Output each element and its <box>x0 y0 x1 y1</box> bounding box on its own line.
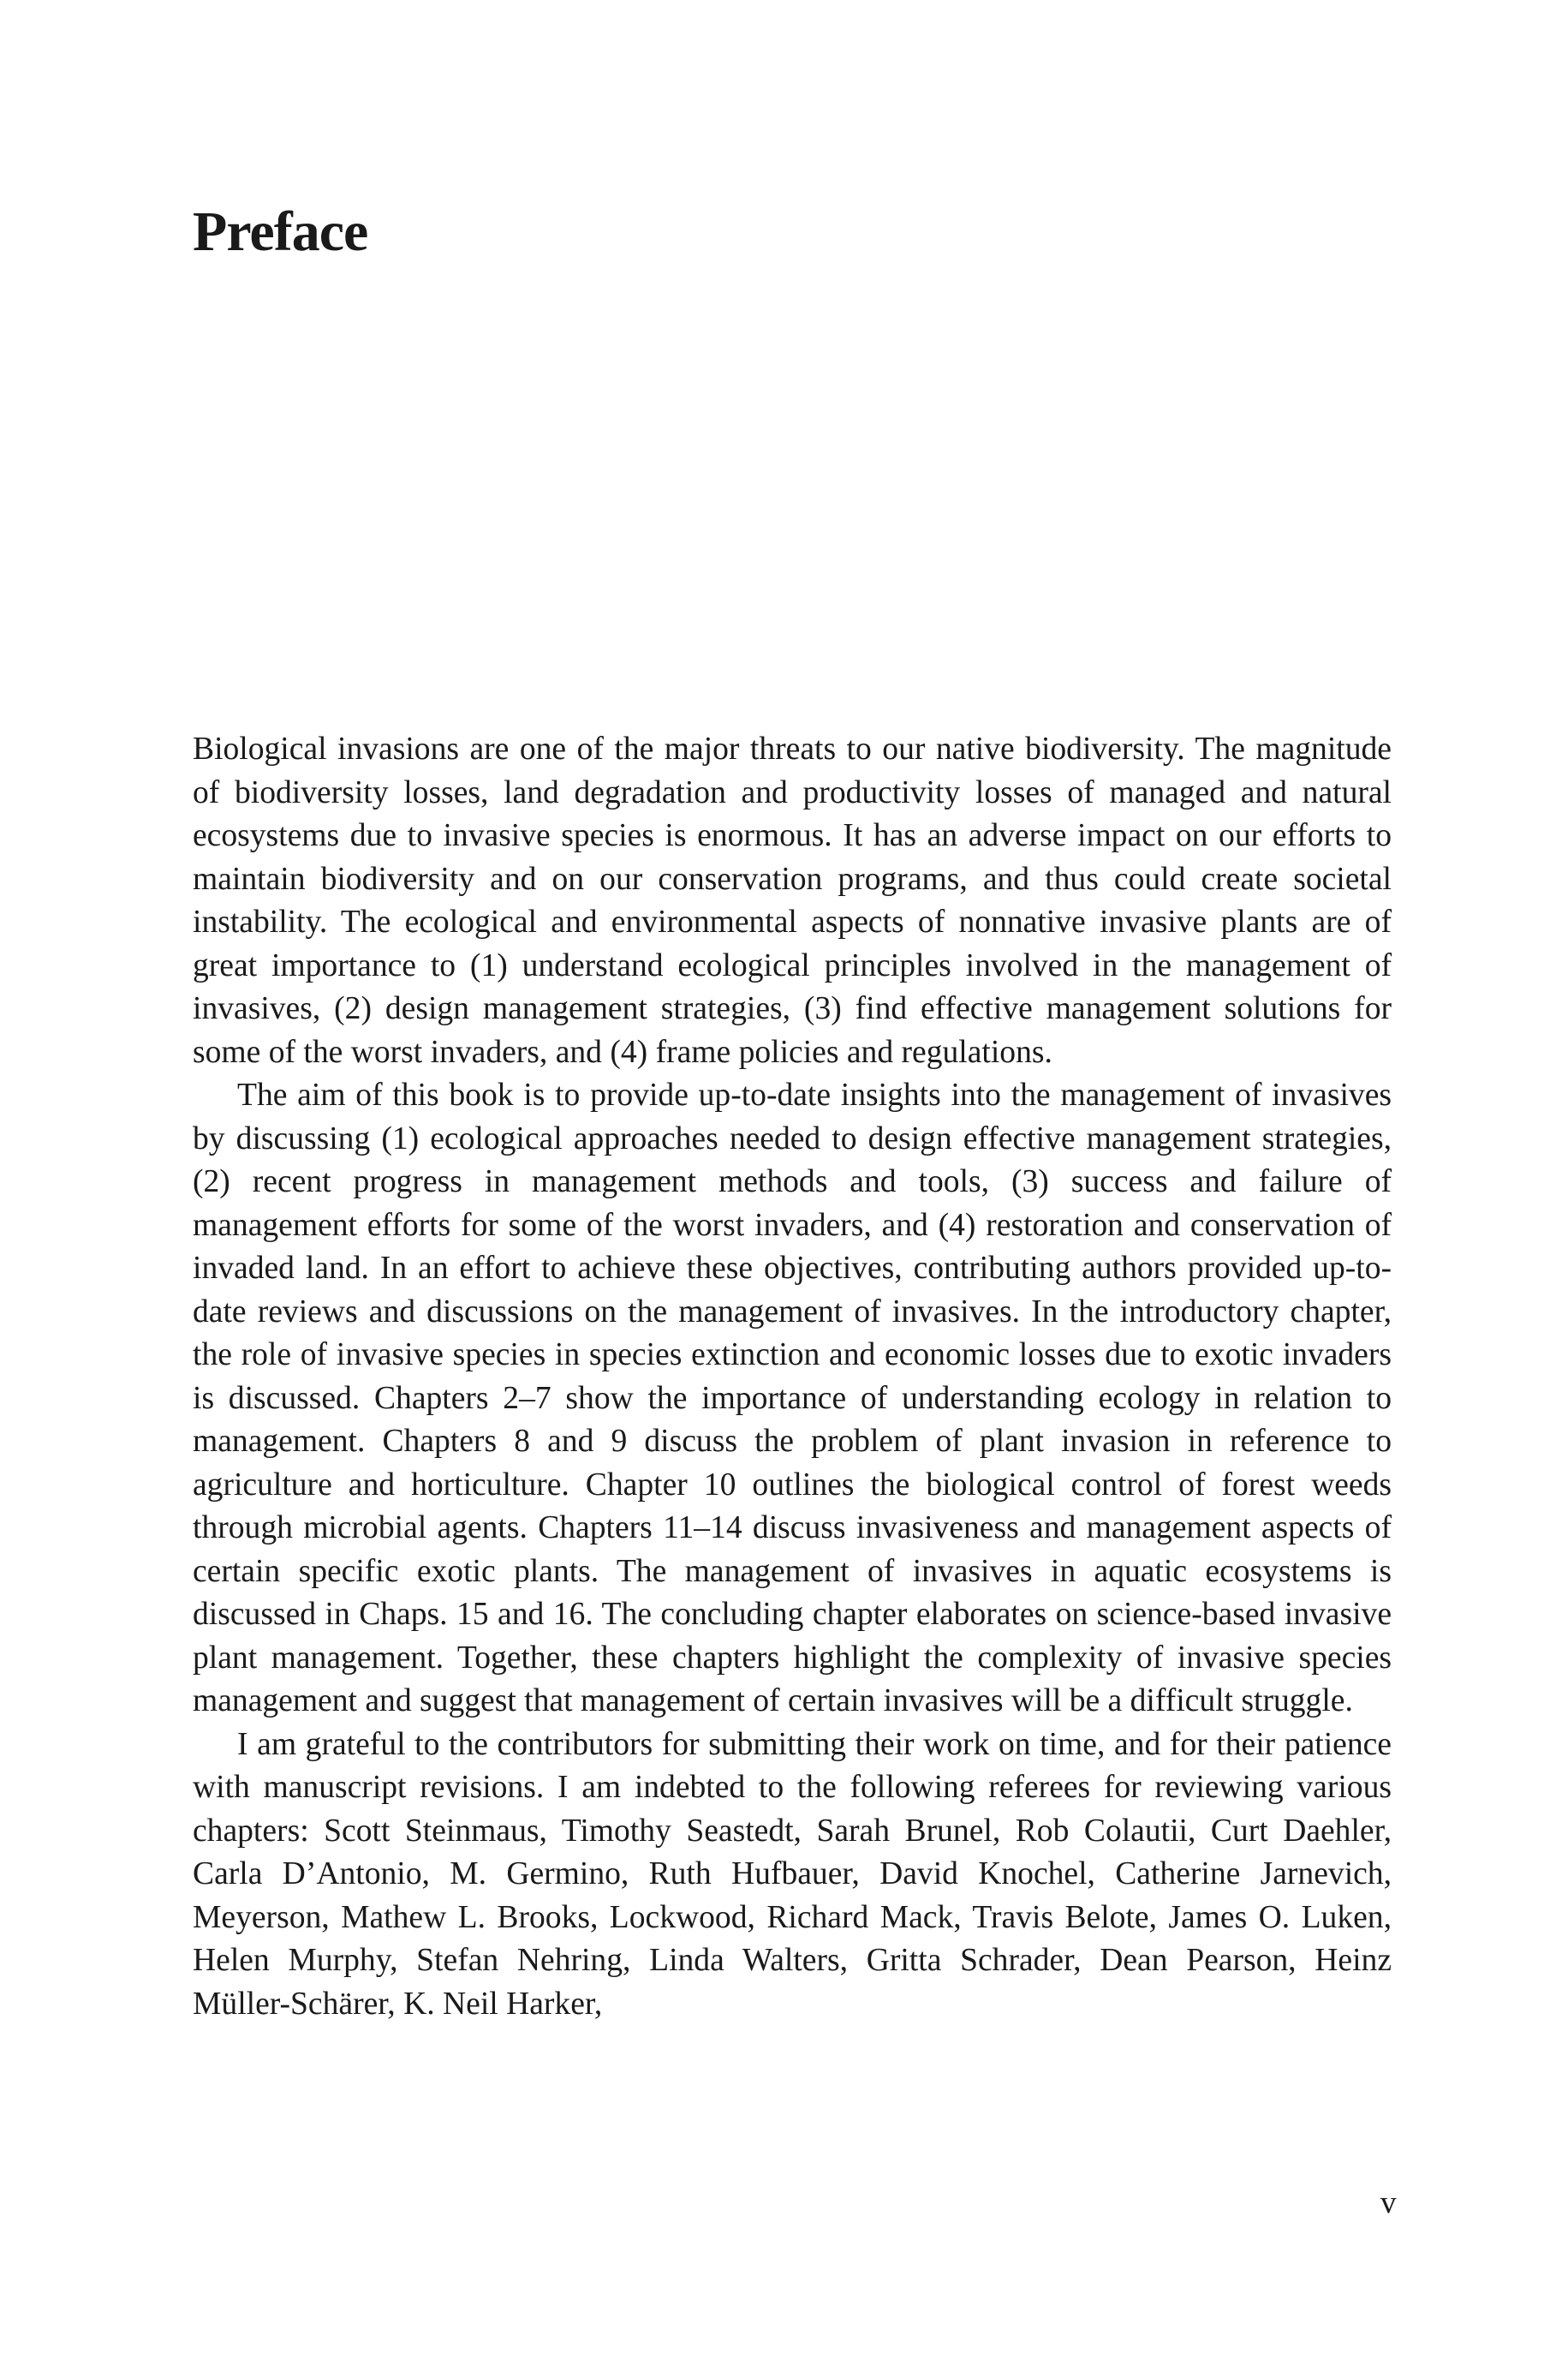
paragraph-intro: Biological invasions are one of the major threats to our native biodiversity. The magnitude of biodiversity losses, land degradation and productivity losses of managed and natural ecosystems due to invasive species is enormous. It has an adverse impact on our efforts to maintain biodiversity and on our conservation programs, and thus could create societal instability. The ecological and environmental aspects of nonnative invasive plants are of great importance to (1) understand ecological principles involved in the management of invasives, (2) design management strategies, (3) find effective management solutions for some of the worst invaders, and (4) frame policies and regulations. <box>193 732 1392 1070</box>
page-title: Preface <box>193 200 368 263</box>
paragraph-aim: The aim of this book is to provide up-to-date insights into the management of invasives by discussing (1) ecological approaches needed to design effective management strategies, (2) recent progress in management methods and tools, (3) success and failure of management efforts for some of the worst invaders, and (4) restoration and conservation of invaded land. In an effort to achieve these objectives, contributing authors provided up-to-date reviews and discussions on the management of invasives. In the introductory chapter, the role of invasive species in species extinction and economic losses due to exotic invaders is discussed. Chapters 2–7 show the importance of understanding ecology in relation to management. Chapters 8 and 9 discuss the problem of plant invasion in reference to agriculture and horticulture. Chapter 10 outlines the biological control of forest weeds through microbial agents. Chapters 11–14 discuss invasiveness and management aspects of certain specific exotic plants. The management of invasives in aquatic ecosystems is discussed in Chaps. 15 and 16. The concluding chapter elaborates on science-based invasive plant management. Together, these chapters highlight the complexity of invasive species management and suggest that management of certain invasives will be a difficult struggle. <box>193 1078 1392 1718</box>
preface-body <box>193 728 1392 2026</box>
paragraph-acknowledgements: I am grateful to the contributors for submitting their work on time, and for their patience with manuscript revisions. I am indebted to the following referees for reviewing various chapters: Scott Steinmaus, Timothy Seastedt, Sarah Brunel, Rob Colautii, Curt Daehler, Carla D’Antonio, M. Germino, Ruth Hufbauer, David Knochel, Catherine Jarnevich, Meyerson, Mathew L. Brooks, Lockwood, Richard Mack, Travis Belote, James O. Luken, Helen Murphy, Stefan Nehring, Linda Walters, Gritta Schrader, Dean Pearson, Heinz Müller-Schärer, K. Neil Harker, <box>193 1726 1392 2022</box>
page-number: v <box>1380 2185 1397 2220</box>
